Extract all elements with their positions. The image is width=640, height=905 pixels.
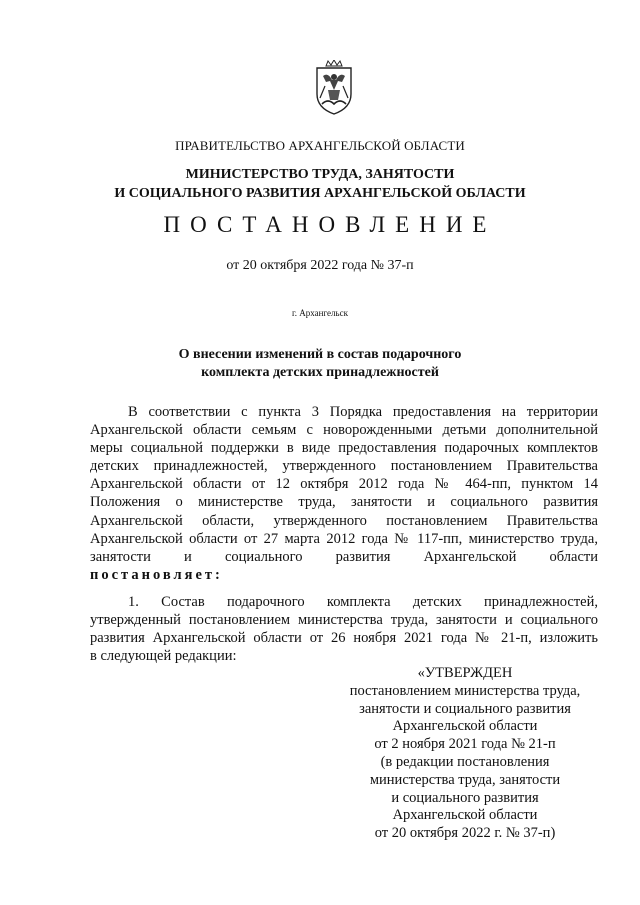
preamble-paragraph <box>90 403 598 584</box>
subject-line-1: О внесении изменений в состав подарочного <box>178 347 462 362</box>
approval-line: (в редакции постановления <box>380 753 550 770</box>
text-line: В соответствии с пункта 3 Порядка предоставления на территории <box>128 404 598 420</box>
document-date-number: от 20 октября 2022 года № 37-п <box>226 258 414 273</box>
ministry-line-2: И СОЦИАЛЬНОГО РАЗВИТИЯ АРХАНГЕЛЬСКОЙ ОБЛАСТИ <box>114 186 526 201</box>
subject-line-2: комплекта детских принадлежностей <box>201 365 439 380</box>
document-city: г. Архангельск <box>292 308 348 318</box>
government-name: ПРАВИТЕЛЬСТВО АРХАНГЕЛЬСКОЙ ОБЛАСТИ <box>175 138 465 153</box>
coat-of-arms-icon <box>314 60 354 115</box>
approval-line: Архангельской области <box>392 807 538 824</box>
text-line: Положения о министерстве труда, занятости и социального развития <box>90 494 598 511</box>
text-line: Архангельской области от 27 марта 2012 года № 117-пп, министерство труда, <box>90 530 598 547</box>
approval-line: от 20 октября 2022 г. № 37-п) <box>374 825 556 842</box>
approval-line: от 2 ноября 2021 года № 21-п <box>374 736 556 753</box>
text-line: утвержденный постановлением министерства труда, занятости и социального <box>90 612 598 629</box>
text-line: 1. Состав подарочного комплекта детских принадлежностей, <box>128 594 598 610</box>
text-line: меры социальной поддержки в виде предоставления подарочных комплектов <box>90 440 598 457</box>
ministry-name <box>0 165 640 203</box>
text-line: Архангельской области, утвержденного постановлением Правительства <box>90 512 598 529</box>
approval-line: постановлением министерства труда, <box>349 682 581 699</box>
approval-line: занятости и социального развития <box>359 700 571 717</box>
approval-line: министерства труда, занятости <box>369 771 561 788</box>
resolves-word: постановляет: <box>90 566 223 583</box>
approval-line: «УТВЕРЖДЕН <box>417 665 513 681</box>
approval-stamp-block <box>330 665 600 843</box>
document-type: ПОСТАНОВЛЕНИЕ <box>163 212 497 237</box>
text-line: занятости и социального развития Архангельской области <box>90 548 598 565</box>
ministry-line-1: МИНИСТЕРСТВО ТРУДА, ЗАНЯТОСТИ <box>185 167 455 182</box>
approval-line: Архангельской области <box>392 718 538 735</box>
item-1-paragraph <box>90 593 598 665</box>
text-line: Архангельской области от 12 октября 2012 года № 464-пп, пунктом 14 <box>90 476 598 493</box>
text-line: Архангельской области семьям с новорожденными детьми дополнительной <box>90 422 598 439</box>
text-line: детских принадлежностей, утвержденного постановлением Правительства <box>90 458 598 475</box>
text-line: развития Архангельской области от 26 ноября 2021 года № 21-п, изложить <box>90 630 598 647</box>
approval-line: и социального развития <box>391 789 539 806</box>
document-subject <box>0 346 640 382</box>
text-line: в следующей редакции: <box>90 648 237 665</box>
